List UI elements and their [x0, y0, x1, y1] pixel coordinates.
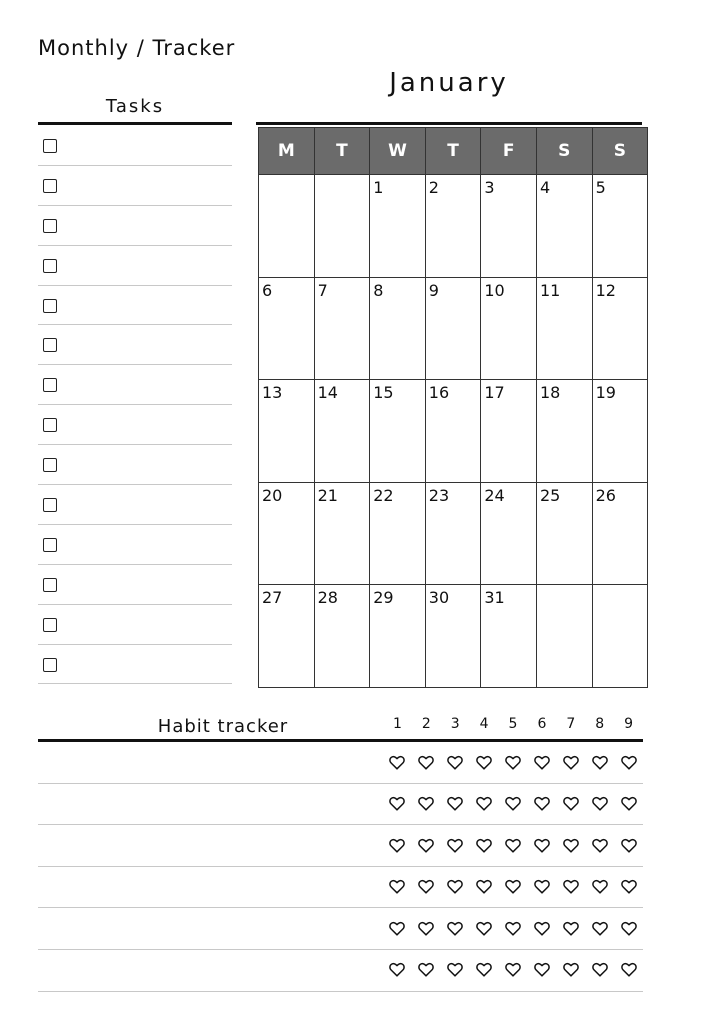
habit-day-number: 3 — [450, 716, 460, 732]
calendar-day-cell[interactable] — [592, 380, 648, 483]
heart-outline-icon[interactable] — [614, 960, 643, 980]
weekday-header: T — [314, 128, 370, 175]
calendar-day-cell[interactable] — [481, 277, 537, 380]
task-row[interactable] — [38, 206, 232, 246]
task-row[interactable] — [38, 126, 232, 166]
calendar-day-number — [537, 585, 592, 589]
heart-outline-icon[interactable] — [470, 835, 499, 855]
calendar-day-number: 26 — [595, 485, 616, 505]
calendar-day-cell[interactable] — [536, 380, 592, 483]
calendar-day-cell[interactable] — [259, 482, 315, 585]
calendar-body — [259, 175, 648, 688]
weekday-header-row — [259, 128, 648, 175]
heart-outline-icon[interactable] — [527, 960, 556, 980]
calendar-grid — [258, 127, 648, 688]
heart-outline-icon[interactable] — [383, 960, 412, 980]
habit-heart-group — [383, 877, 643, 897]
task-row[interactable] — [38, 365, 232, 405]
task-row[interactable] — [38, 325, 232, 365]
weekday-header: S — [536, 128, 592, 175]
heart-outline-icon[interactable] — [383, 794, 412, 814]
calendar-day-number: 29 — [373, 588, 394, 607]
heart-outline-icon[interactable] — [470, 960, 499, 980]
task-row[interactable] — [38, 286, 232, 326]
calendar-day-number — [315, 175, 370, 179]
heart-outline-icon[interactable] — [441, 960, 470, 980]
habit-day-number: 4 — [479, 716, 489, 732]
calendar-day-number: 9 — [428, 280, 439, 300]
calendar-week-row — [259, 277, 648, 380]
calendar-day-cell[interactable] — [481, 380, 537, 483]
calendar-day-number: 31 — [484, 588, 505, 607]
heart-outline-icon[interactable] — [527, 835, 556, 855]
task-checkbox[interactable] — [43, 658, 57, 672]
task-checkbox[interactable] — [43, 299, 57, 313]
weekday-header: W — [370, 128, 426, 175]
habit-day-number: 8 — [595, 716, 605, 732]
task-row[interactable] — [38, 525, 232, 565]
calendar-day-number: 12 — [595, 280, 616, 300]
habit-day-number: 1 — [392, 716, 402, 732]
heart-outline-icon[interactable] — [499, 794, 528, 814]
calendar-day-cell[interactable] — [592, 585, 648, 688]
calendar-day-number: 5 — [595, 178, 606, 197]
habit-day-number: 6 — [537, 716, 547, 732]
heart-outline-icon[interactable] — [470, 752, 499, 772]
calendar-day-cell[interactable] — [259, 175, 315, 278]
calendar-day-cell[interactable] — [314, 277, 370, 380]
habit-tracker-heading: Habit tracker — [157, 716, 289, 737]
heart-outline-icon[interactable] — [383, 877, 412, 897]
task-row[interactable] — [38, 485, 232, 525]
habit-row[interactable] — [38, 825, 643, 867]
task-checkbox[interactable] — [43, 259, 57, 273]
calendar-day-number: 1 — [373, 178, 384, 197]
calendar-day-cell[interactable] — [592, 277, 648, 380]
task-row[interactable] — [38, 166, 232, 206]
heart-outline-icon[interactable] — [585, 960, 614, 980]
habit-row[interactable] — [38, 867, 643, 909]
calendar-day-cell[interactable] — [259, 380, 315, 483]
calendar-day-number: 13 — [262, 383, 283, 402]
heart-outline-icon[interactable] — [527, 794, 556, 814]
calendar-day-number: 11 — [539, 280, 561, 300]
task-checkbox[interactable] — [43, 498, 57, 512]
calendar-day-number: 8 — [373, 280, 384, 300]
habit-heart-group — [383, 918, 643, 938]
calendar-day-cell[interactable] — [425, 380, 481, 483]
heart-outline-icon[interactable] — [412, 752, 441, 772]
heart-outline-icon[interactable] — [470, 918, 499, 938]
heart-outline-icon[interactable] — [441, 794, 470, 814]
heart-outline-icon[interactable] — [585, 752, 614, 772]
calendar-day-cell[interactable] — [592, 482, 648, 585]
heart-outline-icon[interactable] — [499, 960, 528, 980]
calendar-day-number: 27 — [262, 588, 283, 607]
calendar-day-number: 15 — [373, 383, 394, 402]
tasks-heading: Tasks — [105, 96, 165, 117]
calendar-week-row — [259, 482, 648, 585]
weekday-header: S — [592, 128, 648, 175]
calendar-day-cell[interactable] — [314, 585, 370, 688]
calendar-day-cell[interactable] — [259, 277, 315, 380]
heart-outline-icon[interactable] — [614, 835, 643, 855]
task-row[interactable] — [38, 246, 232, 286]
heart-outline-icon[interactable] — [412, 877, 441, 897]
task-row[interactable] — [38, 565, 232, 605]
calendar-day-number: 21 — [317, 485, 338, 505]
heart-outline-icon[interactable] — [441, 918, 470, 938]
heart-outline-icon[interactable] — [412, 835, 441, 855]
habit-row[interactable] — [38, 784, 643, 826]
calendar-day-number: 2 — [428, 178, 439, 197]
heart-outline-icon[interactable] — [383, 918, 412, 938]
heart-outline-icon[interactable] — [383, 835, 412, 855]
calendar-day-cell[interactable] — [592, 175, 648, 278]
heart-outline-icon[interactable] — [527, 752, 556, 772]
calendar-day-cell[interactable] — [370, 482, 426, 585]
heart-outline-icon[interactable] — [556, 918, 585, 938]
calendar-day-number: 28 — [317, 588, 338, 607]
calendar-day-number: 20 — [262, 485, 283, 505]
calendar-day-number: 22 — [373, 485, 394, 505]
calendar-day-cell[interactable] — [370, 585, 426, 688]
calendar-day-number: 4 — [539, 178, 551, 197]
tasks-list — [38, 126, 232, 684]
heart-outline-icon[interactable] — [614, 752, 643, 772]
task-row[interactable] — [38, 645, 232, 685]
weekday-header: F — [481, 128, 537, 175]
heart-outline-icon[interactable] — [412, 960, 441, 980]
habit-row[interactable] — [38, 908, 643, 950]
task-row[interactable] — [38, 605, 232, 645]
tasks-divider — [38, 122, 232, 125]
habit-row[interactable] — [38, 742, 643, 784]
heart-outline-icon[interactable] — [585, 835, 614, 855]
habit-day-numbers — [383, 716, 643, 732]
calendar-day-cell[interactable] — [370, 277, 426, 380]
calendar-day-cell[interactable] — [314, 380, 370, 483]
weekday-header: M — [259, 128, 315, 175]
calendar-day-number — [593, 585, 648, 589]
weekday-header: T — [425, 128, 481, 175]
calendar-day-number: 18 — [539, 383, 561, 402]
calendar-day-number: 24 — [484, 485, 505, 505]
calendar-day-cell[interactable] — [536, 482, 592, 585]
heart-outline-icon[interactable] — [383, 752, 412, 772]
heart-outline-icon[interactable] — [499, 918, 528, 938]
calendar-day-number: 19 — [595, 383, 616, 402]
calendar-day-number: 25 — [539, 485, 561, 505]
calendar-divider — [256, 122, 642, 125]
heart-outline-icon[interactable] — [614, 794, 643, 814]
habit-rows — [38, 742, 643, 992]
calendar-day-cell[interactable] — [425, 277, 481, 380]
habit-day-number: 9 — [624, 716, 634, 732]
habit-heart-group — [383, 960, 643, 980]
page-title: Monthly / Tracker — [38, 36, 236, 60]
heart-outline-icon[interactable] — [499, 835, 528, 855]
task-row[interactable] — [38, 405, 232, 445]
calendar-day-number — [259, 175, 314, 179]
task-checkbox[interactable] — [43, 578, 57, 592]
calendar-day-cell[interactable] — [425, 482, 481, 585]
calendar-day-cell[interactable] — [370, 175, 426, 278]
habit-day-number: 5 — [508, 716, 518, 732]
calendar-day-cell[interactable] — [536, 175, 592, 278]
calendar-day-number: 14 — [317, 383, 338, 402]
calendar-week-row — [259, 380, 648, 483]
habit-heart-group — [383, 835, 643, 855]
task-row[interactable] — [38, 445, 232, 485]
heart-outline-icon[interactable] — [614, 918, 643, 938]
habit-heart-group — [383, 752, 643, 772]
habit-day-number: 7 — [566, 716, 576, 732]
calendar-day-cell[interactable] — [370, 380, 426, 483]
calendar-day-number: 30 — [428, 588, 450, 607]
task-checkbox[interactable] — [43, 139, 57, 153]
heart-outline-icon[interactable] — [556, 835, 585, 855]
calendar-day-cell[interactable] — [536, 277, 592, 380]
habit-heart-group — [383, 794, 643, 814]
calendar-week-row — [259, 585, 648, 688]
heart-outline-icon[interactable] — [441, 752, 470, 772]
habit-row[interactable] — [38, 950, 643, 992]
heart-outline-icon[interactable] — [585, 794, 614, 814]
calendar-day-number: 10 — [484, 280, 505, 300]
calendar-day-number: 23 — [428, 485, 450, 505]
heart-outline-icon[interactable] — [499, 877, 528, 897]
calendar-day-cell[interactable] — [536, 585, 592, 688]
heart-outline-icon[interactable] — [412, 794, 441, 814]
task-checkbox[interactable] — [43, 378, 57, 392]
heart-outline-icon[interactable] — [441, 835, 470, 855]
month-title: January — [389, 68, 509, 98]
heart-outline-icon[interactable] — [556, 877, 585, 897]
heart-outline-icon[interactable] — [470, 877, 499, 897]
task-checkbox[interactable] — [43, 179, 57, 193]
calendar-day-number: 7 — [317, 280, 328, 300]
heart-outline-icon[interactable] — [412, 918, 441, 938]
calendar-day-cell[interactable] — [314, 175, 370, 278]
heart-outline-icon[interactable] — [556, 960, 585, 980]
calendar-day-cell[interactable] — [314, 482, 370, 585]
calendar-day-number: 16 — [428, 383, 450, 402]
calendar-day-cell[interactable] — [425, 585, 481, 688]
calendar-day-number: 6 — [262, 280, 273, 300]
task-checkbox[interactable] — [43, 338, 57, 352]
calendar-day-cell[interactable] — [259, 585, 315, 688]
heart-outline-icon[interactable] — [527, 918, 556, 938]
task-checkbox[interactable] — [43, 618, 57, 632]
calendar-day-number: 3 — [484, 178, 495, 197]
calendar-day-cell[interactable] — [481, 585, 537, 688]
calendar-day-cell[interactable] — [481, 482, 537, 585]
calendar-day-cell[interactable] — [481, 175, 537, 278]
heart-outline-icon[interactable] — [585, 877, 614, 897]
heart-outline-icon[interactable] — [499, 752, 528, 772]
heart-outline-icon[interactable] — [527, 877, 556, 897]
heart-outline-icon[interactable] — [470, 794, 499, 814]
task-checkbox[interactable] — [43, 538, 57, 552]
task-checkbox[interactable] — [43, 219, 57, 233]
heart-outline-icon[interactable] — [556, 752, 585, 772]
calendar-day-cell[interactable] — [425, 175, 481, 278]
task-checkbox[interactable] — [43, 418, 57, 432]
task-checkbox[interactable] — [43, 458, 57, 472]
heart-outline-icon[interactable] — [614, 877, 643, 897]
calendar-week-row — [259, 175, 648, 278]
calendar-day-number: 17 — [484, 383, 505, 402]
heart-outline-icon[interactable] — [556, 794, 585, 814]
heart-outline-icon[interactable] — [585, 918, 614, 938]
habit-day-number: 2 — [421, 716, 431, 732]
heart-outline-icon[interactable] — [441, 877, 470, 897]
